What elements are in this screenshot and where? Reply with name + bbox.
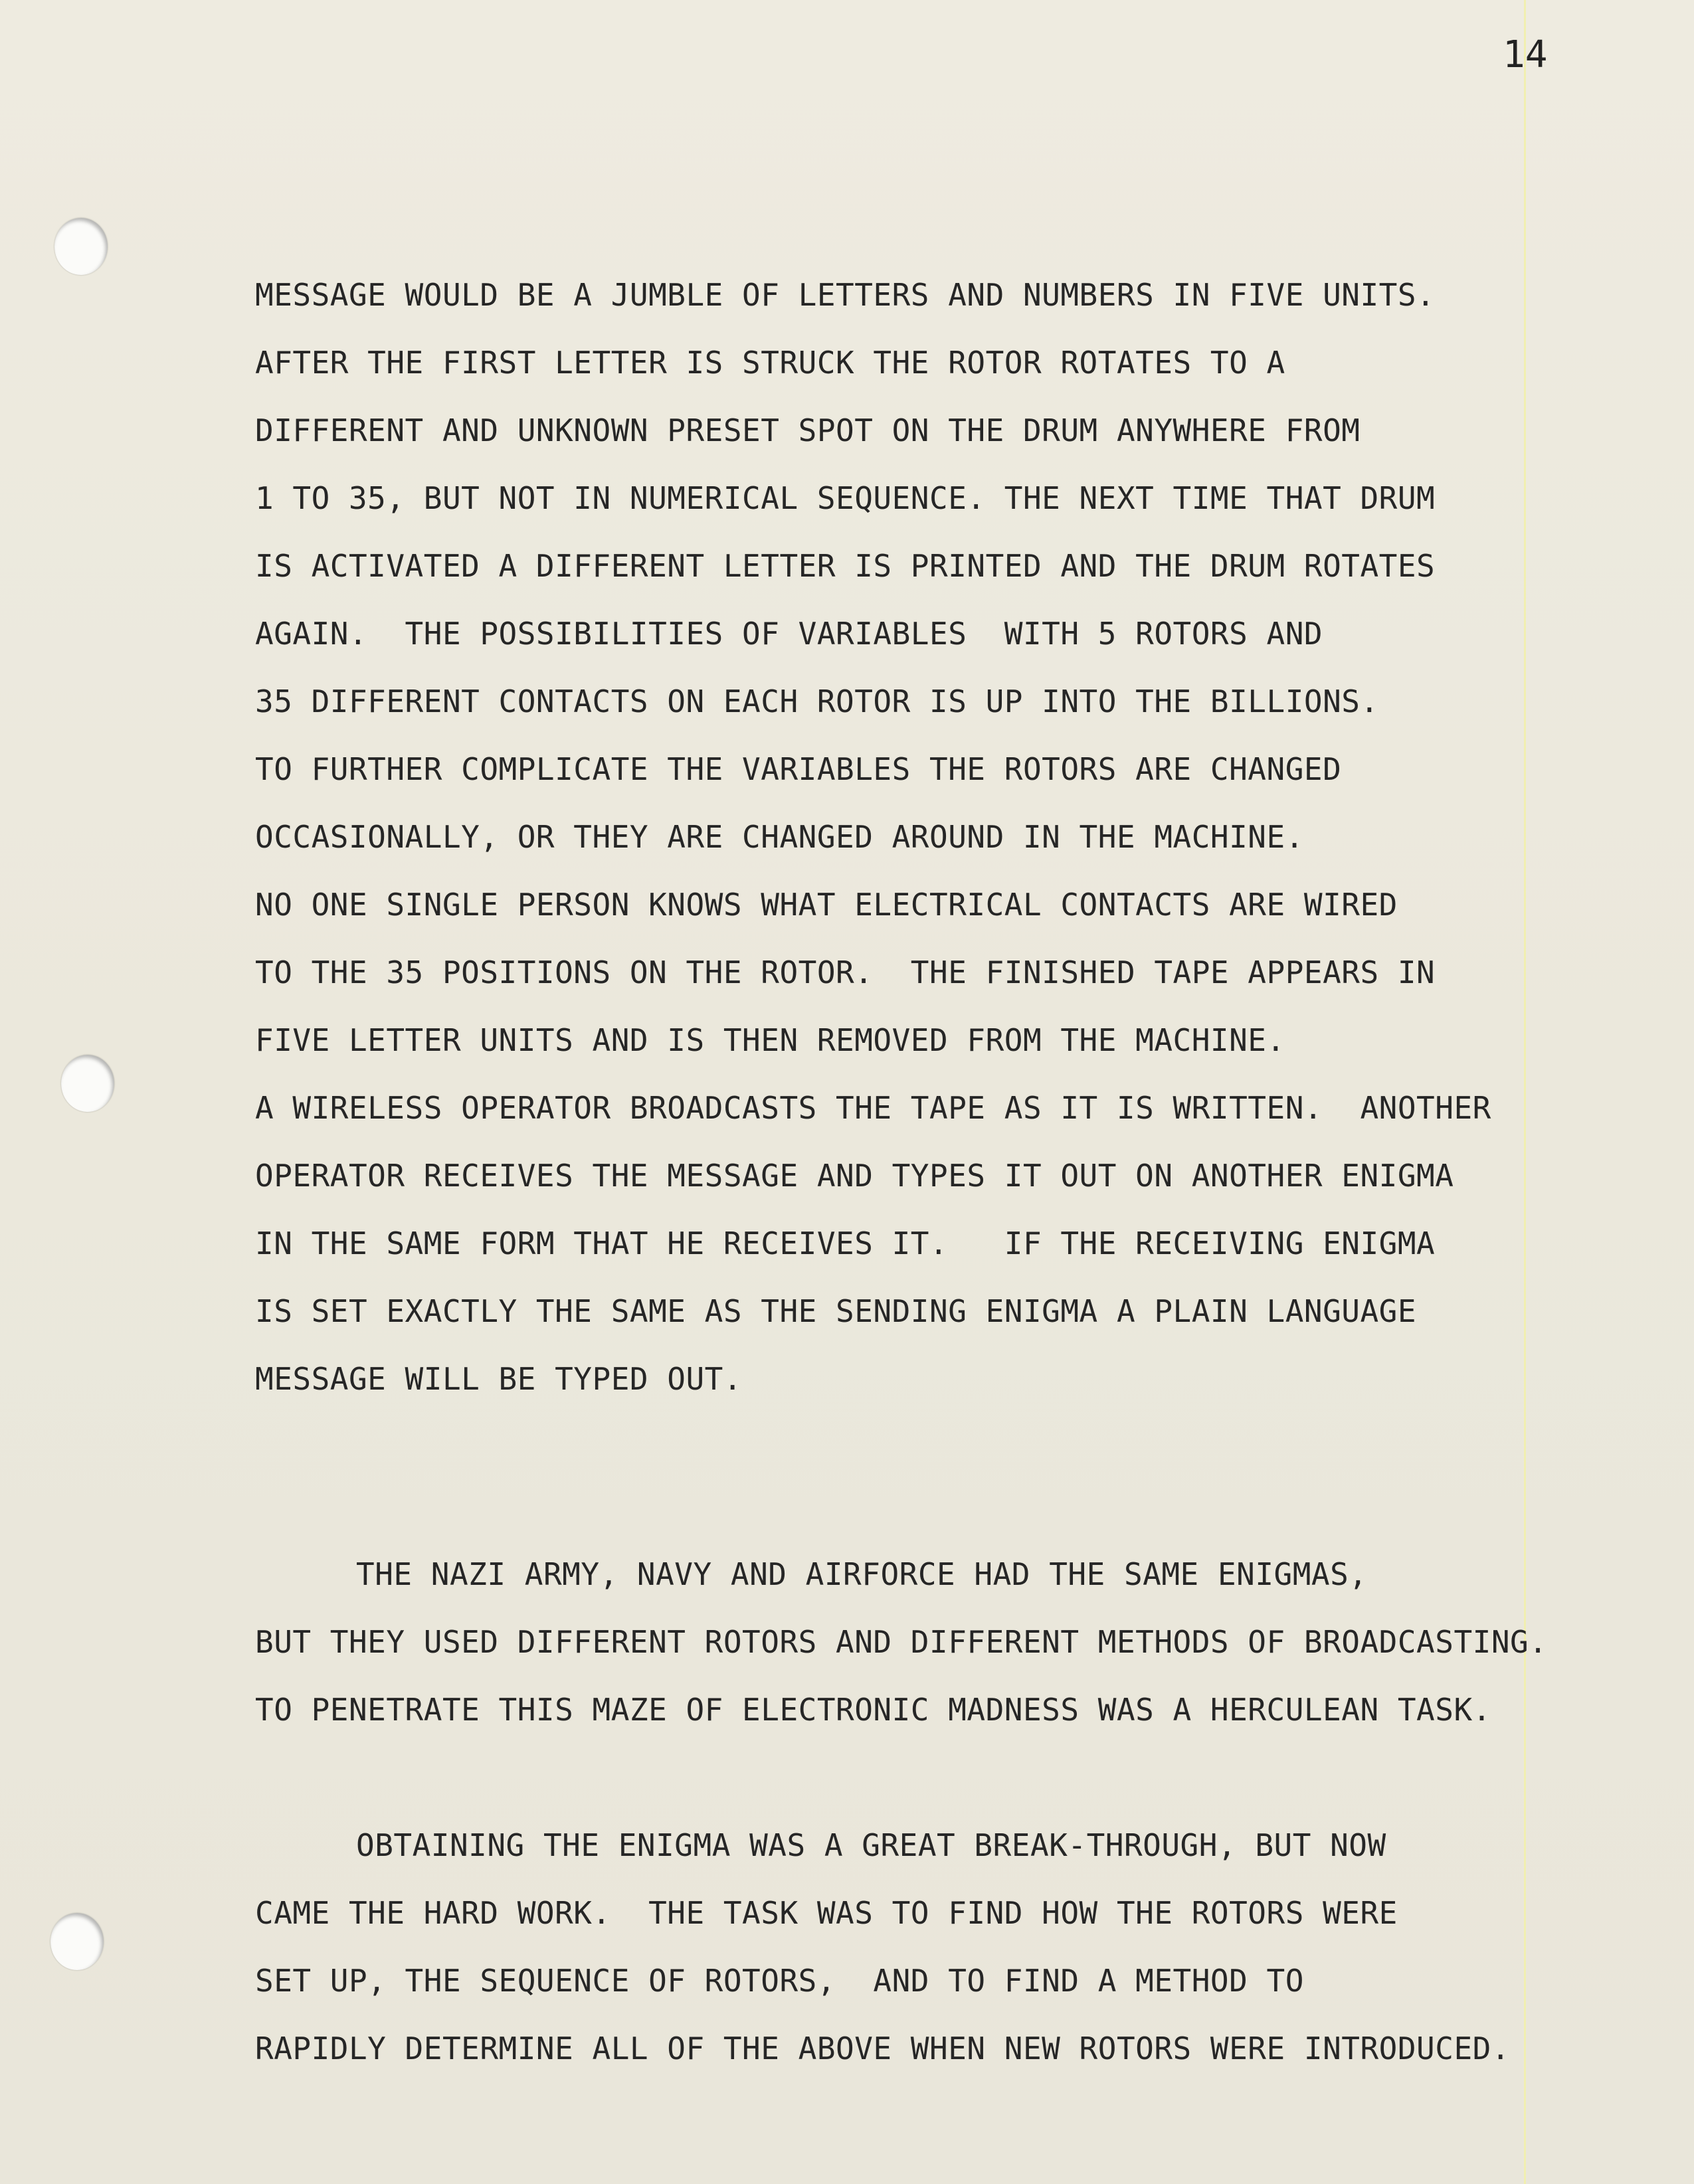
text-line: OBTAINING THE ENIGMA WAS A GREAT BREAK-THROUGH, BUT NOW: [356, 1827, 1386, 1863]
text-line: TO FURTHER COMPLICATE THE VARIABLES THE ROTORS ARE CHANGED: [255, 751, 1342, 787]
text-line: A WIRELESS OPERATOR BROADCASTS THE TAPE AS IT IS WRITTEN. ANOTHER: [255, 1090, 1491, 1126]
text-line: IS SET EXACTLY THE SAME AS THE SENDING ENIGMA A PLAIN LANGUAGE: [255, 1293, 1417, 1329]
text-line: RAPIDLY DETERMINE ALL OF THE ABOVE WHEN NEW ROTORS WERE INTRODUCED.: [255, 2031, 1511, 2066]
text-line: IS ACTIVATED A DIFFERENT LETTER IS PRINTED AND THE DRUM ROTATES: [255, 548, 1436, 584]
margin-rule: [1524, 0, 1526, 2184]
text-line: OCCASIONALLY, OR THEY ARE CHANGED AROUND IN THE MACHINE.: [255, 819, 1304, 855]
text-line: THE NAZI ARMY, NAVY AND AIRFORCE HAD THE SAME ENIGMAS,: [356, 1556, 1368, 1592]
text-line: IN THE SAME FORM THAT HE RECEIVES IT. IF THE RECEIVING ENIGMA: [255, 1226, 1436, 1261]
punch-hole-middle: [61, 1055, 114, 1112]
text-line: DIFFERENT AND UNKNOWN PRESET SPOT ON THE DRUM ANYWHERE FROM: [255, 412, 1361, 448]
text-line: NO ONE SINGLE PERSON KNOWS WHAT ELECTRICAL CONTACTS ARE WIRED: [255, 887, 1398, 923]
text-line: 35 DIFFERENT CONTACTS ON EACH ROTOR IS UP INTO THE BILLIONS.: [255, 683, 1379, 719]
text-line: BUT THEY USED DIFFERENT ROTORS AND DIFFERENT METHODS OF BROADCASTING.: [255, 1624, 1548, 1660]
text-line: 1 TO 35, BUT NOT IN NUMERICAL SEQUENCE. THE NEXT TIME THAT DRUM: [255, 480, 1436, 516]
text-line: TO THE 35 POSITIONS ON THE ROTOR. THE FINISHED TAPE APPEARS IN: [255, 955, 1436, 990]
page-number: 14: [1503, 33, 1548, 76]
text-line: FIVE LETTER UNITS AND IS THEN REMOVED FROM THE MACHINE.: [255, 1022, 1285, 1058]
text-line: AFTER THE FIRST LETTER IS STRUCK THE ROTOR ROTATES TO A: [255, 345, 1285, 381]
text-line: AGAIN. THE POSSIBILITIES OF VARIABLES WITH 5 ROTORS AND: [255, 616, 1323, 652]
text-line: TO PENETRATE THIS MAZE OF ELECTRONIC MADNESS WAS A HERCULEAN TASK.: [255, 1692, 1491, 1728]
text-line: SET UP, THE SEQUENCE OF ROTORS, AND TO FIND A METHOD TO: [255, 1963, 1304, 1999]
punch-hole-top: [54, 218, 108, 275]
text-line: MESSAGE WILL BE TYPED OUT.: [255, 1361, 743, 1397]
text-line: MESSAGE WOULD BE A JUMBLE OF LETTERS AND NUMBERS IN FIVE UNITS.: [255, 277, 1436, 313]
punch-hole-bottom: [50, 1913, 104, 1970]
text-line: CAME THE HARD WORK. THE TASK WAS TO FIND HOW THE ROTORS WERE: [255, 1895, 1398, 1931]
text-line: OPERATOR RECEIVES THE MESSAGE AND TYPES IT OUT ON ANOTHER ENIGMA: [255, 1158, 1454, 1194]
